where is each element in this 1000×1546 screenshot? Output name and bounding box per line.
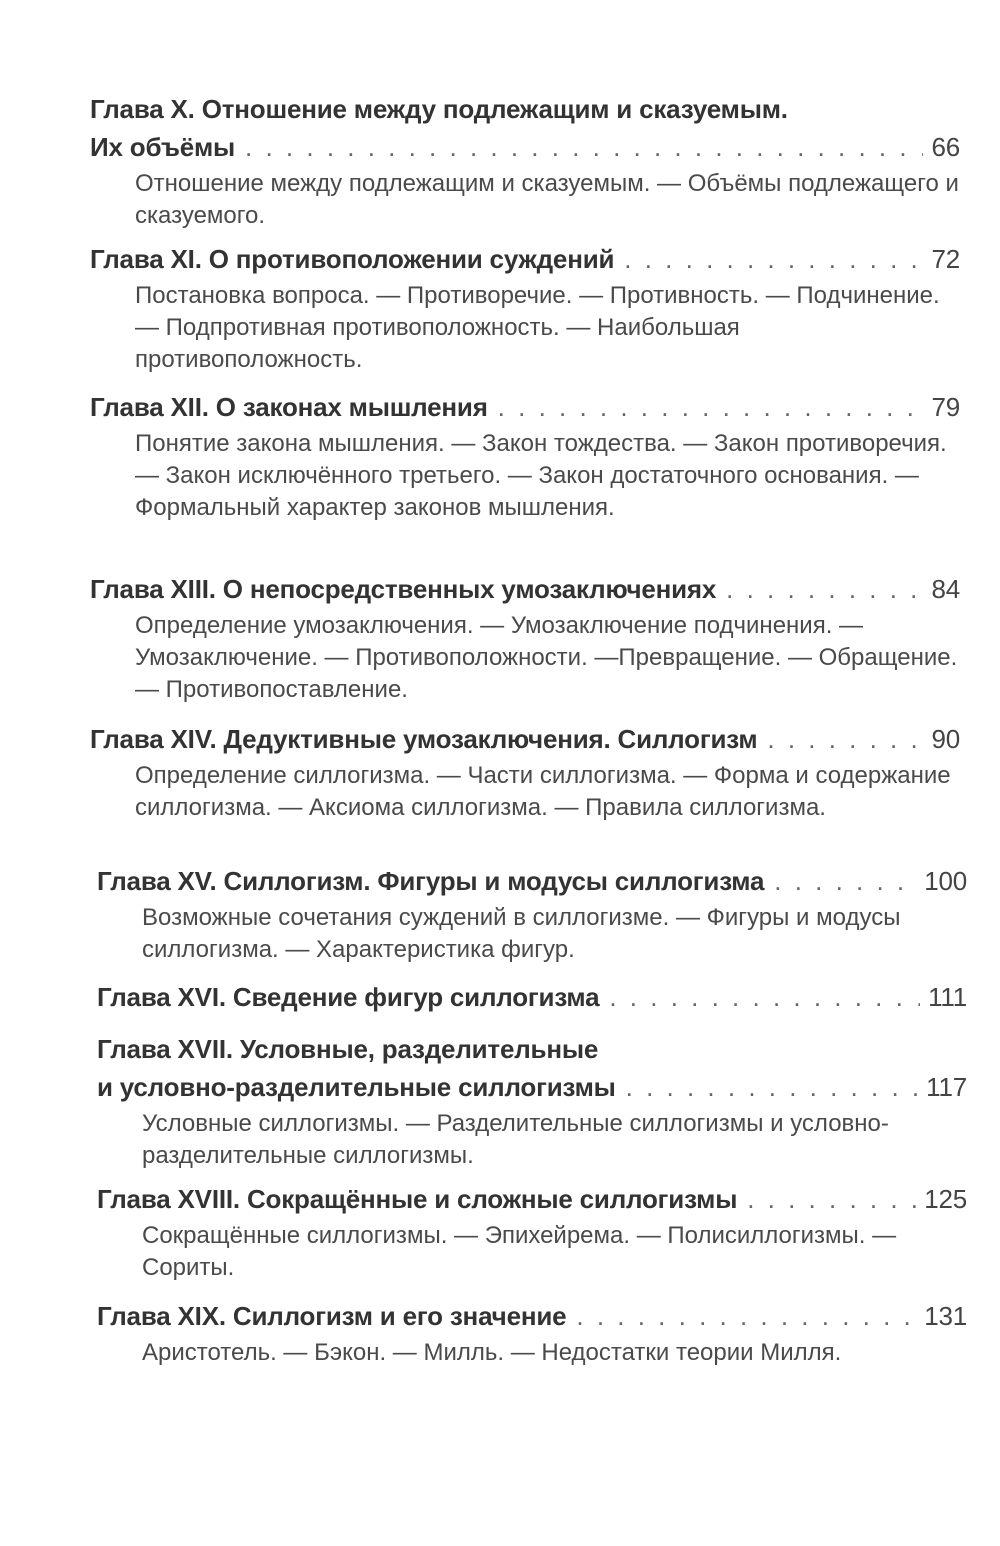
chapter-summary: Сокращённые силлогизмы. — Эпихейрема. — Полисиллогизмы. — Сориты. [142,1222,897,1281]
chapter-heading[interactable] [90,720,960,758]
dot-leader [747,1180,916,1218]
page-number: 117 [926,1072,967,1102]
page-number: 66 [931,132,960,162]
chapter-heading[interactable] [97,862,967,900]
chapter-title-line: Глава XVII. Условные, разделительные [97,1034,599,1064]
page-number: 100 [924,866,967,896]
chapter-title-line: и условно-разделительные силлогизмы [97,1072,616,1102]
page-number: 90 [931,724,960,754]
toc-entry[interactable] [90,570,960,706]
chapter-summary: Отношение между подлежащим и сказуемым. — Объёмы подлежащего и сказуемого. [135,170,959,229]
chapter-title-line: Глава XIX. Силлогизм и его значение [97,1301,567,1331]
chapter-title-line: Глава XV. Силлогизм. Фигуры и модусы силлогизма [97,866,765,896]
chapter-title-line: Глава XVIII. Сокращённые и сложные силлогизмы [97,1184,738,1214]
dot-leader [609,978,920,1016]
page-number: 72 [931,244,960,274]
toc-entry[interactable] [97,978,967,1016]
chapter-title-line: Их объёмы [90,132,236,162]
toc-entry[interactable] [97,862,967,966]
chapter-title-line: Глава XVI. Сведение фигур силлогизма [97,982,600,1012]
toc-entry[interactable] [90,90,960,232]
chapter-heading[interactable] [90,90,960,166]
dot-leader [767,720,923,758]
dot-leader [576,1297,916,1335]
chapter-title-line: Глава XIII. О непосредственных умозаключениях [90,574,717,604]
chapter-title-line: Глава XII. О законах мышления [90,392,488,422]
chapter-title-line: Глава XI. О противоположении суждений [90,244,615,274]
chapter-summary: Понятие закона мышления. — Закон тождества. — Закон противоречия. — Закон исключённого третьего. — Закон достаточного основания. — Формальный характер законов мышления. [135,430,947,521]
dot-leader [774,862,916,900]
dot-leader [726,570,923,608]
chapter-summary: Условные силлогизмы. — Разделительные силлогизмы и условно-разделительные силлогизмы. [142,1110,889,1169]
chapter-summary: Постановка вопроса. — Противоречие. — Противность. — Подчинение. — Подпротивная противоположность. — Наибольшая противоположность. [135,282,940,373]
toc-entry[interactable] [97,1180,967,1284]
page-number: 84 [931,574,960,604]
page-number: 111 [928,982,967,1012]
page-number: 125 [924,1184,967,1214]
chapter-heading[interactable] [90,388,960,426]
dot-leader [624,240,923,278]
chapter-heading[interactable] [97,978,967,1016]
chapter-heading[interactable] [97,1180,967,1218]
toc-entry[interactable] [90,388,960,524]
chapter-heading[interactable] [90,240,960,278]
toc-entry[interactable] [90,720,960,824]
toc-entry[interactable] [90,240,960,376]
chapter-heading[interactable] [97,1030,967,1106]
chapter-summary: Определение силлогизма. — Части силлогизма. — Форма и содержание силлогизма. — Аксиома силлогизма. — Правила силлогизма. [135,762,951,821]
toc-entry[interactable] [97,1297,967,1369]
dot-leader [498,388,924,426]
chapter-heading[interactable] [97,1297,967,1335]
chapter-summary: Определение умозаключения. — Умозаключение подчинения. — Умозаключение. — Противоположности. —Превращение. — Обращение. — Противопоставление. [135,612,958,703]
page-number: 131 [924,1301,967,1331]
chapter-title-line: Глава XIV. Дедуктивные умозаключения. Силлогизм [90,724,758,754]
page-number: 79 [931,392,960,422]
dot-leader [245,128,923,166]
chapter-summary: Возможные сочетания суждений в силлогизме. — Фигуры и модусы силлогизма. — Характеристика фигур. [142,904,901,963]
chapter-heading[interactable] [90,570,960,608]
chapter-title-line: Глава X. Отношение между подлежащим и сказуемым. [90,94,788,124]
dot-leader [626,1068,919,1106]
chapter-summary: Аристотель. — Бэкон. — Милль. — Недостатки теории Милля. [142,1339,842,1366]
toc-entry[interactable] [97,1030,967,1172]
